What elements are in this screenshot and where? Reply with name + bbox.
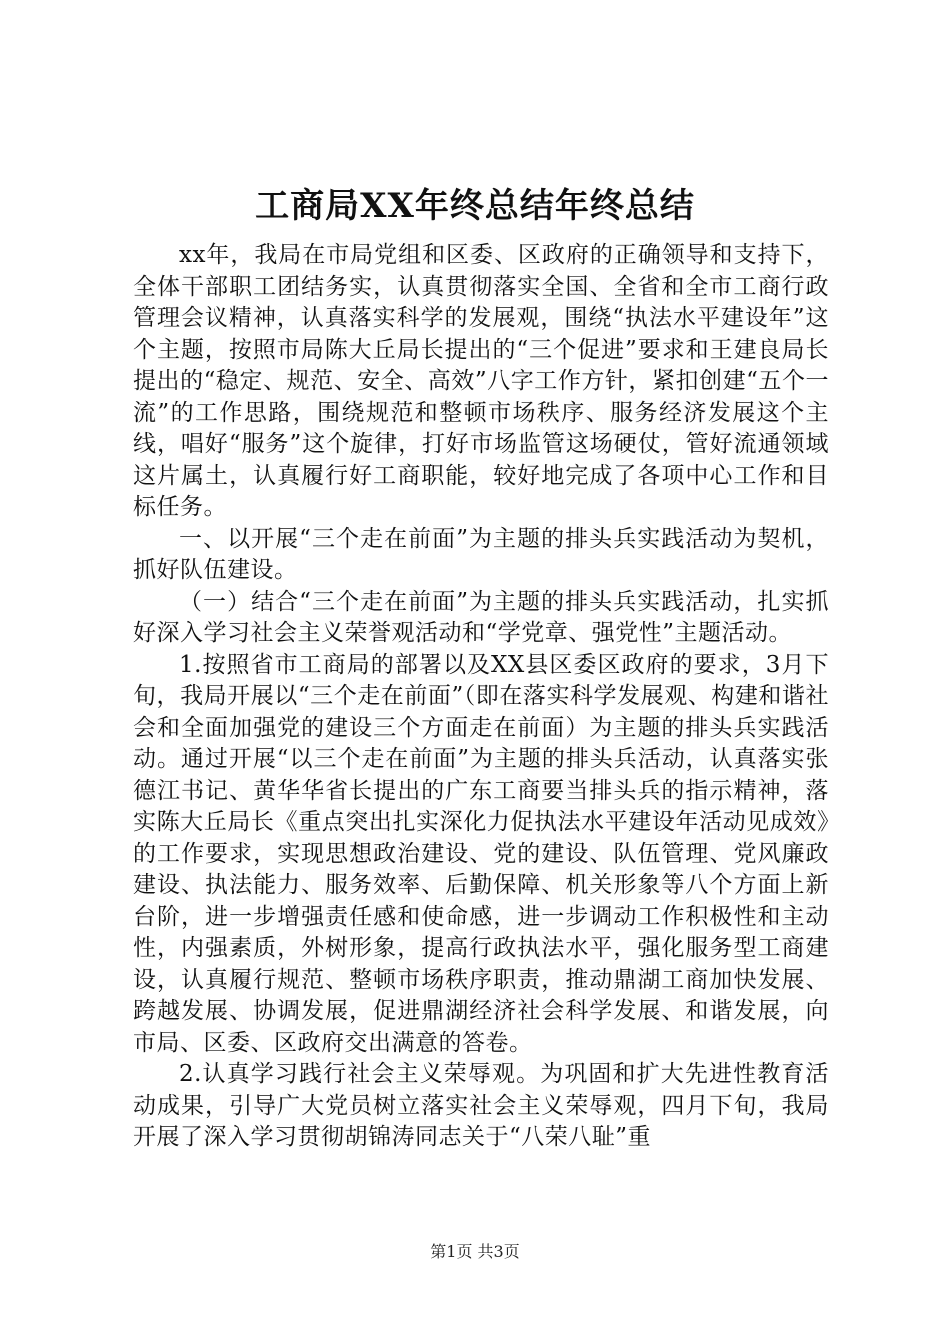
document-body xyxy=(133,240,829,1154)
paragraph-section-1-heading: 一、以开展“三个走在前面”为主题的排头兵实践活动为契机，抓好队伍建设。 xyxy=(133,525,829,583)
paragraph-intro: xx年，我局在市局党组和区委、区政府的正确领导和支持下，全体干部职工团结务实，认真贯彻落实全国、全省和全市工商行政管理会议精神，认真落实科学的发展观，围绕“执法水平建设年”这个主题，按照市局陈大丘局长提出的“三个促进”要求和王建良局长提出的“稳定、规范、安全、高效”八字工作方针，紧扣创建“五个一流”的工作思路，围绕规范和整顿市场秩序、服务经济发展这个主线，唱好“服务”这个旋律，打好市场监管这场硬仗，管好流通领域这片属土，认真履行好工商职能，较好地完成了各项中心工作和目标任务。 xyxy=(133,242,829,520)
document-title: 工商局XX年终总结年终总结 xyxy=(255,186,695,226)
paragraph-subsection-1: （一）结合“三个走在前面”为主题的排头兵实践活动，扎实抓好深入学习社会主义荣誉观活动和“学党章、强党性”主题活动。 xyxy=(133,588,829,646)
page-number-footer: 第1页 共3页 xyxy=(430,1242,520,1261)
paragraph-item-1: 1.按照省市工商局的部署以及XX县区委区政府的要求，3月下旬，我局开展以“三个走在前面”（即在落实科学发展观、构建和谐社会和全面加强党的建设三个方面走在前面）为主题的排头兵实践活动。通过开展“以三个走在前面”为主题的排头兵活动，认真落实张德江书记、黄华华省长提出的广东工商要当排头兵的指示精神，落实陈大丘局长《重点突出扎实深化力促执法水平建设年活动见成效》的工作要求，实现思想政治建设、党的建设、队伍管理、党风廉政建设、执法能力、服务效率、后勤保障、机关形象等八个方面上新台阶，进一步增强责任感和使命感，进一步调动工作积极性和主动性，内强素质，外树形象，提高行政执法水平，强化服务型工商建设，认真履行规范、整顿市场秩序职责，推动鼎湖工商加快发展、跨越发展、协调发展，促进鼎湖经济社会科学发展、和谐发展，向市局、区委、区政府交出满意的答卷。 xyxy=(133,651,829,1056)
paragraph-item-2: 2.认真学习践行社会主义荣辱观。为巩固和扩大先进性教育活动成果，引导广大党员树立落实社会主义荣辱观，四月下旬，我局开展了深入学习贯彻胡锦涛同志关于“八荣八耻”重 xyxy=(133,1061,829,1150)
